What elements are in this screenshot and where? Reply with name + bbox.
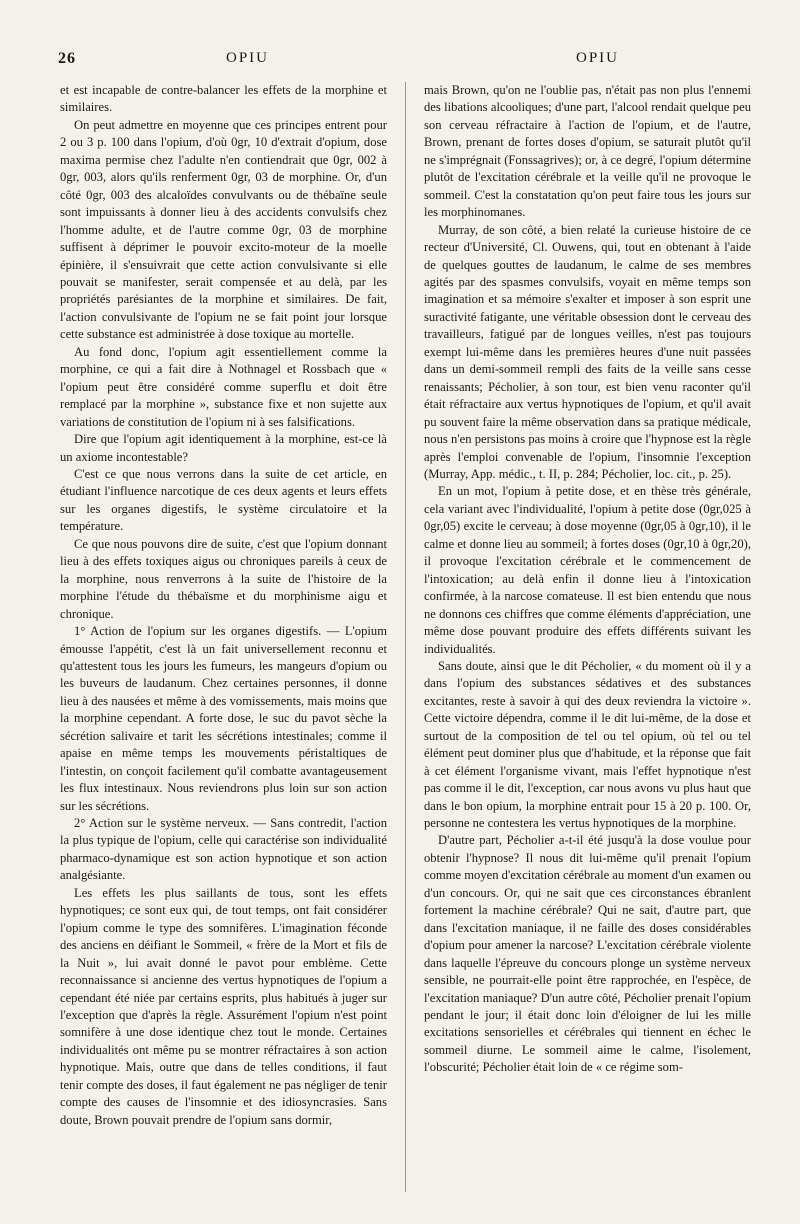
paragraph: En un mot, l'opium à petite dose, et en thèse très générale, cela variant avec l'individualité, l'opium à petite dose (0gr,025 à 0gr,05) excite le cerveau; à dose moyenne (0gr,05 à 0gr,10), il le calme et donne lieu au sommeil; à fortes doses (0gr,10 à 0gr,20), il provoque l'excitation cérébrale et le commencement de l'intoxication; au delà enfin il donne lieu à l'intoxication confirmée, à la narcose comateuse. Il est bien entendu que nous ne donnons ces chiffres que comme éléments d'appréciation, une même dose pouvant produire des effets différents suivant les individualités. [424, 484, 751, 656]
page-number: 26 [58, 50, 76, 67]
paragraph: Au fond donc, l'opium agit essentiellement comme la morphine, ce qui a fait dire à Nothnagel et Rossbach que « l'opium peut être considéré comme superflu et doit être remplacé par la morphine », substance fixe et non sujette aux variations de constitution de l'opium ni à ses falsifications. [60, 344, 387, 429]
paragraph: On peut admettre en moyenne que ces principes entrent pour 2 ou 3 p. 100 dans l'opium, d'où 0gr, 10 d'extrait d'opium, dose maxima permise chez l'adulte n'en contiendrait que 0gr, 002 à 0gr, 003, alors qu'ils renferment 0gr, 03 de morphine. Or, d'un côté 0gr, 003 des alcaloïdes convulvants ou de thébaïne seule sont impuissants à donner lieu à des accidents convulsifs chez l'homme adulte, et de l'autre comme 0gr, 03 de morphine suffisent à déprimer le pouvoir excito-moteur de la moelle épinière, il s'ensuivrait que cette action convulsivante si elle pouvait se manifester, serait compensée et au delà, par les propriétés parésiantes de la morphine et similaires. De fait, l'action convulsivante de l'opium ne se fait point jour lorsque cette substance est administrée à dose toxique au mortelle. [60, 117, 387, 342]
paragraph-section-digestifs: 1° Action de l'opium sur les organes digestifs. — L'opium émousse l'appétit, c'est là un fait universellement reconnu et qu'attestent tous les jours les fumeurs, les mangeurs d'opium ou les buveurs de laudanum. Chez certaines personnes, il donne lieu à des nausées et même à des vomissements, mais moins que la morphine cependant. A forte dose, le suc du pavot sèche la sécrétion salivaire et tarit les sécrétions intestinales; comme il apaise en même temps les mouvements péristaltiques de l'intestin, on conçoit facilement qu'il combatte avantageusement les flux intestinaux. Nous reviendrons plus loin sur son action sur les sécrétions. [60, 624, 387, 813]
column-divider [405, 82, 406, 1192]
paragraph-section-nerveux: 2° Action sur le système nerveux. — Sans contredit, l'action la plus typique de l'opium, celle qui caractérise son individualité pharmaco-dynamique est son action hypnotique et son action analgésiante. [60, 816, 387, 883]
paragraph: Sans doute, ainsi que le dit Pécholier, « du moment où il y a dans l'opium des substances sédatives et des substances excitantes, reste à savoir à qui des deux reviendra la victoire ». Cette victoire dépendra, comme il le dit lui-même, de la dose et surtout de la composition de tel ou tel opium, où tel ou tel élément peut dominer plus que d'habitude, et la réponse que fait à cet élément l'organisme vivant, mais l'effet hypnotique n'est pas comme il le dit, l'exception, car nous avons vu plus haut que dans le bon opium, la morphine entrait pour 15 à 20 p. 100. Or, personne ne contestera les vertus hypnotiques de la morphine. [424, 658, 751, 831]
paragraph: et est incapable de contre-balancer les effets de la morphine et similaires. [60, 83, 387, 115]
paragraph: mais Brown, qu'on ne l'oublie pas, n'était pas non plus l'ennemi des libations alcooliques; d'une part, l'alcool rendait quelque peu son cerveau réfractaire à l'action de l'opium, et de l'autre, Brown, prenant de fortes doses d'opium, se saturait plutôt qu'il ne s'imprégnait (Fonssagrives); or, à ce degré, l'opium détermine plutôt de l'excitation cérébrale et la veille qu'il ne provoque le sommeil. C'est la constatation qu'on peut faire tous les jours sur les morphinomanes. [424, 83, 751, 220]
left-column [60, 82, 387, 1202]
running-title-left: OPIU [226, 50, 270, 66]
paragraph: Dire que l'opium agit identiquement à la morphine, est-ce là un axiome incontestable? [60, 432, 387, 464]
paragraph: C'est ce que nous verrons dans la suite de cet article, en étudiant l'influence narcotique de ces deux agents et leurs effets sur les organes digestifs, le système circulatoire et la température. [60, 466, 387, 534]
paragraph: Murray, de son côté, a bien relaté la curieuse histoire de ce recteur d'Université, Cl. Ouwens, qui, tout en obtenant à l'aide de quelques gouttes de laudanum, le calme de ses membres agités par des spasmes convulsifs, voyait en même temps son imagination et sa mémoire s'exalter et imposer à son esprit une suractivité fatigante, une véritable obsession dont le cerveau des travailleurs, fatigué par de longues veilles, n'est pas toujours exempt lui-même dans les premières heures d'une nuit passées dans un demi-sommeil rempli des faits de la veille sans cesse renaissants; Pécholier, à son tour, est bien venu raconter qu'il était réfractaire aux vertus hypnotiques de l'opium, et qu'il avait pu souvent faire la même observation dans sa pratique médicale, nous n'en persistons pas moins à croire que l'hypnose est la règle après l'emploi convenable de l'opium, l'insomnie l'exception (Murray, App. médic., t. II, p. 284; Pécholier, loc. cit., p. 25). [424, 222, 751, 481]
running-title-right: OPIU [576, 50, 620, 66]
right-column [424, 82, 751, 1202]
paragraph: Ce que nous pouvons dire de suite, c'est que l'opium donnant lieu à des effets toxiques aigus ou chroniques pareils à ceux de la morphine, nous renverrons à la suite de l'histoire de la morphine l'étude du thébaïsme et du morphinisme aigu et chronique. [60, 536, 387, 621]
paragraph: D'autre part, Pécholier a-t-il été jusqu'à la dose voulue pour obtenir l'hypnose? Il nous dit lui-même qu'il prenait l'opium comme moyen d'excitation cérébrale au moment d'un examen ou d'un concours. Or, qui ne sait que ces circonstances ébranlent fortement la machine cérébrale? Qui ne sait, d'autre part, que dans l'excitation maniaque, il ne faille des doses considérables d'opium pour amener la narcose? L'excitation cérébrale violente dans laquelle l'épreuve du concours plonge un système nerveux sensible, ne pourrait-elle point être rapprochée, en l'espèce, de l'excitation maniaque? D'un autre côté, Pécholier prenait l'opium pendant le jour; il était donc loin d'éloigner de lui les mille excitations sensorielles et cérébrales qui tiennent en échec le sommeil diurne. Le sommeil aime le calme, l'isolement, l'obscurité; Pécholier était loin de « ce régime som- [424, 833, 751, 1075]
paragraph: Les effets les plus saillants de tous, sont les effets hypnotiques; ce sont eux qui, de tout temps, ont fait considérer l'opium comme le type des somnifères. L'imagination féconde des anciens en déifiant le Sommeil, « frère de la Mort et fils de la Nuit », lui avait donné le pavot pour emblème. Cette reconnaissance si ancienne des vertus hypnotiques de l'opium a cependant été niée par certains esprits, plus habitués à juger sur l'exception que d'après la règle. Assurément l'opium n'est point somnifère à une dose identique chez tout le monde. Certaines individualités ont même pu se montrer réfractaires à son action hypnotique. Mais, outre que dans de telles conditions, il faut tenir compte des doses, il faut également ne pas négliger de tenir compte des causes de l'insomnie et des idiosyncrasies. Sans doute, Brown pouvait prendre de l'opium sans dormir, [60, 885, 387, 1127]
page-header [58, 50, 748, 78]
